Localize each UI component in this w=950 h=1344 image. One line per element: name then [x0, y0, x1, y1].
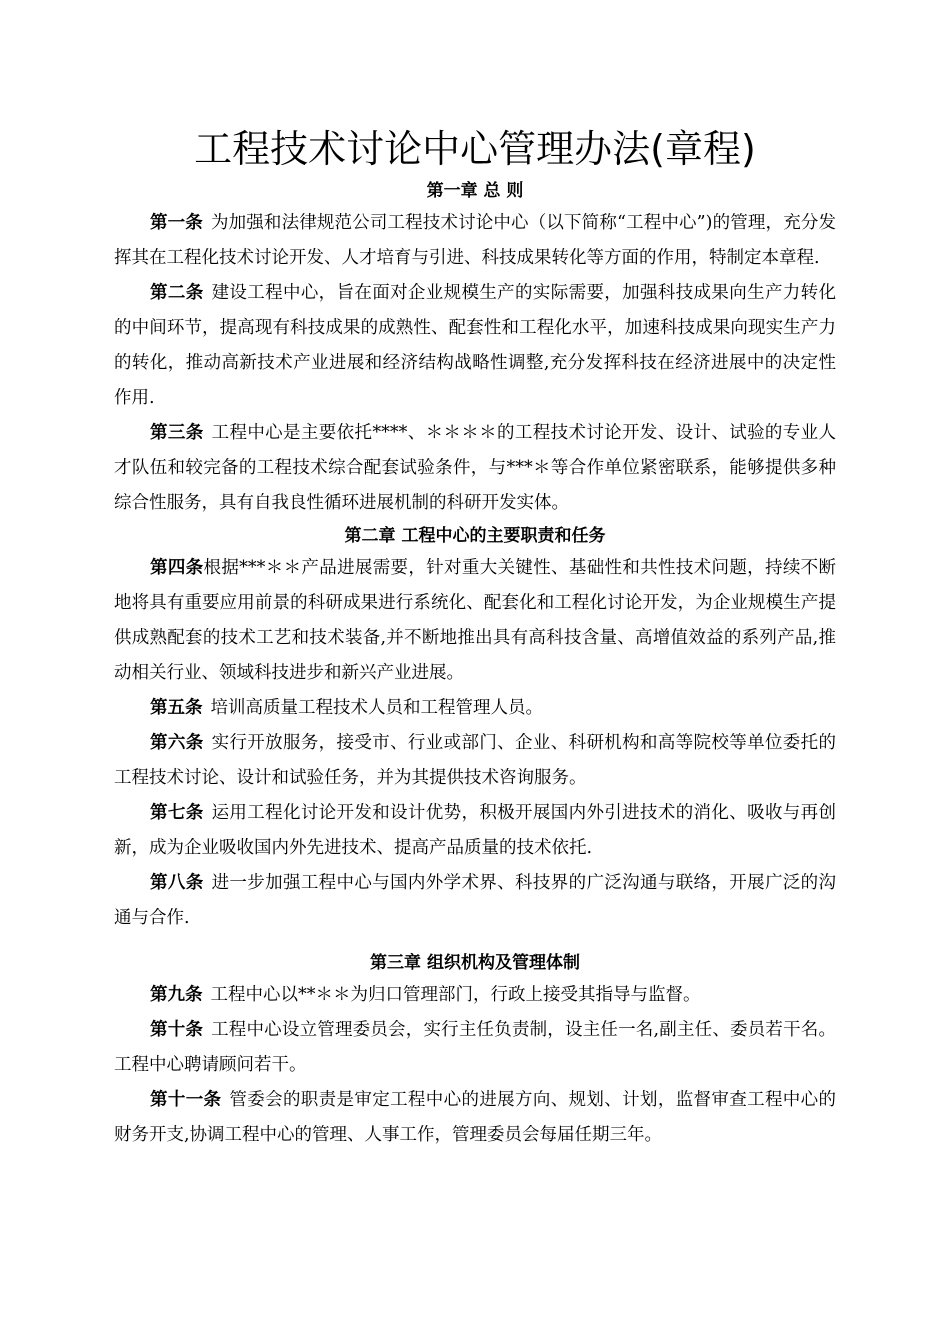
article-11: [114, 1083, 836, 1153]
article-9-label: 第九条: [150, 985, 203, 1005]
document-title: 工程技术讨论中心管理办法(章程): [194, 127, 756, 171]
article-8: [114, 866, 836, 936]
article-2-text: 建设工程中心，旨在面对企业规模生产的实际需要，加强科技成果向生产力转化的中间环节，提高现有科技成果的成熟性、配套性和工程化水平，加速科技成果向现实生产力的转化，推动高新技术产业进展和经济结构战略性调整,充分发挥科技在经济进展中的决定性作用.: [114, 283, 837, 408]
article-5-label: 第五条: [150, 698, 203, 718]
article-10-label: 第十条: [150, 1020, 204, 1040]
article-7-label: 第七条: [150, 803, 204, 823]
chapter-1-heading: 第一章 总 则: [426, 181, 524, 201]
article-3: [114, 416, 836, 521]
article-2: [114, 276, 836, 416]
article-1-text: 为加强和法律规范公司工程技术讨论中心（以下简称“工程中心”)的管理，充分发挥其在工程化技术讨论开发、人才培育与引进、科技成果转化等方面的作用，特制定本章程.: [114, 213, 837, 268]
article-2-label: 第二条: [150, 283, 204, 303]
article-5-text: 培训高质量工程技术人员和工程管理人员。: [210, 698, 543, 718]
chapter-3-heading: 第三章 组织机构及管理体制: [370, 953, 580, 973]
article-6-label: 第六条: [150, 733, 204, 753]
article-5: [114, 691, 836, 726]
article-9: [114, 978, 836, 1013]
article-3-label: 第三条: [150, 423, 204, 443]
article-11-label: 第十一条: [150, 1090, 222, 1110]
article-4-label: 第四条: [150, 558, 204, 578]
article-6-text: 实行开放服务，接受市、行业或部门、企业、科研机构和高等院校等单位委托的工程技术讨论、设计和试验任务，并为其提供技术咨询服务。: [114, 733, 837, 788]
article-6: [114, 726, 836, 796]
article-8-label: 第八条: [150, 873, 204, 893]
document-page: [114, 122, 836, 1153]
article-9-text: 工程中心以**＊＊为归口管理部门，行政上接受其指导与监督。: [210, 985, 701, 1005]
chapter-2-heading: 第二章 工程中心的主要职责和任务: [344, 526, 606, 546]
article-4: [114, 551, 836, 691]
article-7: [114, 796, 836, 866]
article-1: [114, 206, 836, 276]
article-4-text: 根据***＊＊产品进展需要，针对重大关键性、基础性和共性技术问题，持续不断地将具有重要应用前景的科研成果进行系统化、配套化和工程化讨论开发，为企业规模生产提供成熟配套的技术工艺和技术装备,并不断地推出具有高科技含量、高增值效益的系列产品,推动相关行业、领域科技进步和新兴产业进展。: [114, 558, 837, 683]
article-7-text: 运用工程化讨论开发和设计优势，积极开展国内外引进技术的消化、吸收与再创新，成为企业吸收国内外先进技术、提高产品质量的技术依托.: [114, 803, 837, 858]
article-1-label: 第一条: [150, 213, 203, 233]
article-3-text: 工程中心是主要依托****、＊＊＊＊的工程技术讨论开发、设计、试验的专业人才队伍和较完备的工程技术综合配套试验条件，与***＊等合作单位紧密联系，能够提供多种综合性服务，具有自我良性循环进展机制的科研开发实体。: [114, 423, 837, 513]
article-11-text: 管委会的职责是审定工程中心的进展方向、规划、计划，监督审查工程中心的财务开支,协调工程中心的管理、人事工作，管理委员会每届任期三年。: [114, 1090, 836, 1145]
article-10: [114, 1013, 836, 1083]
article-8-text: 进一步加强工程中心与国内外学术界、科技界的广泛沟通与联络，开展广泛的沟通与合作.: [114, 873, 837, 928]
article-10-text: 工程中心设立管理委员会，实行主任负责制，设主任一名,副主任、委员若干名。工程中心聘请顾问若干。: [114, 1020, 837, 1075]
